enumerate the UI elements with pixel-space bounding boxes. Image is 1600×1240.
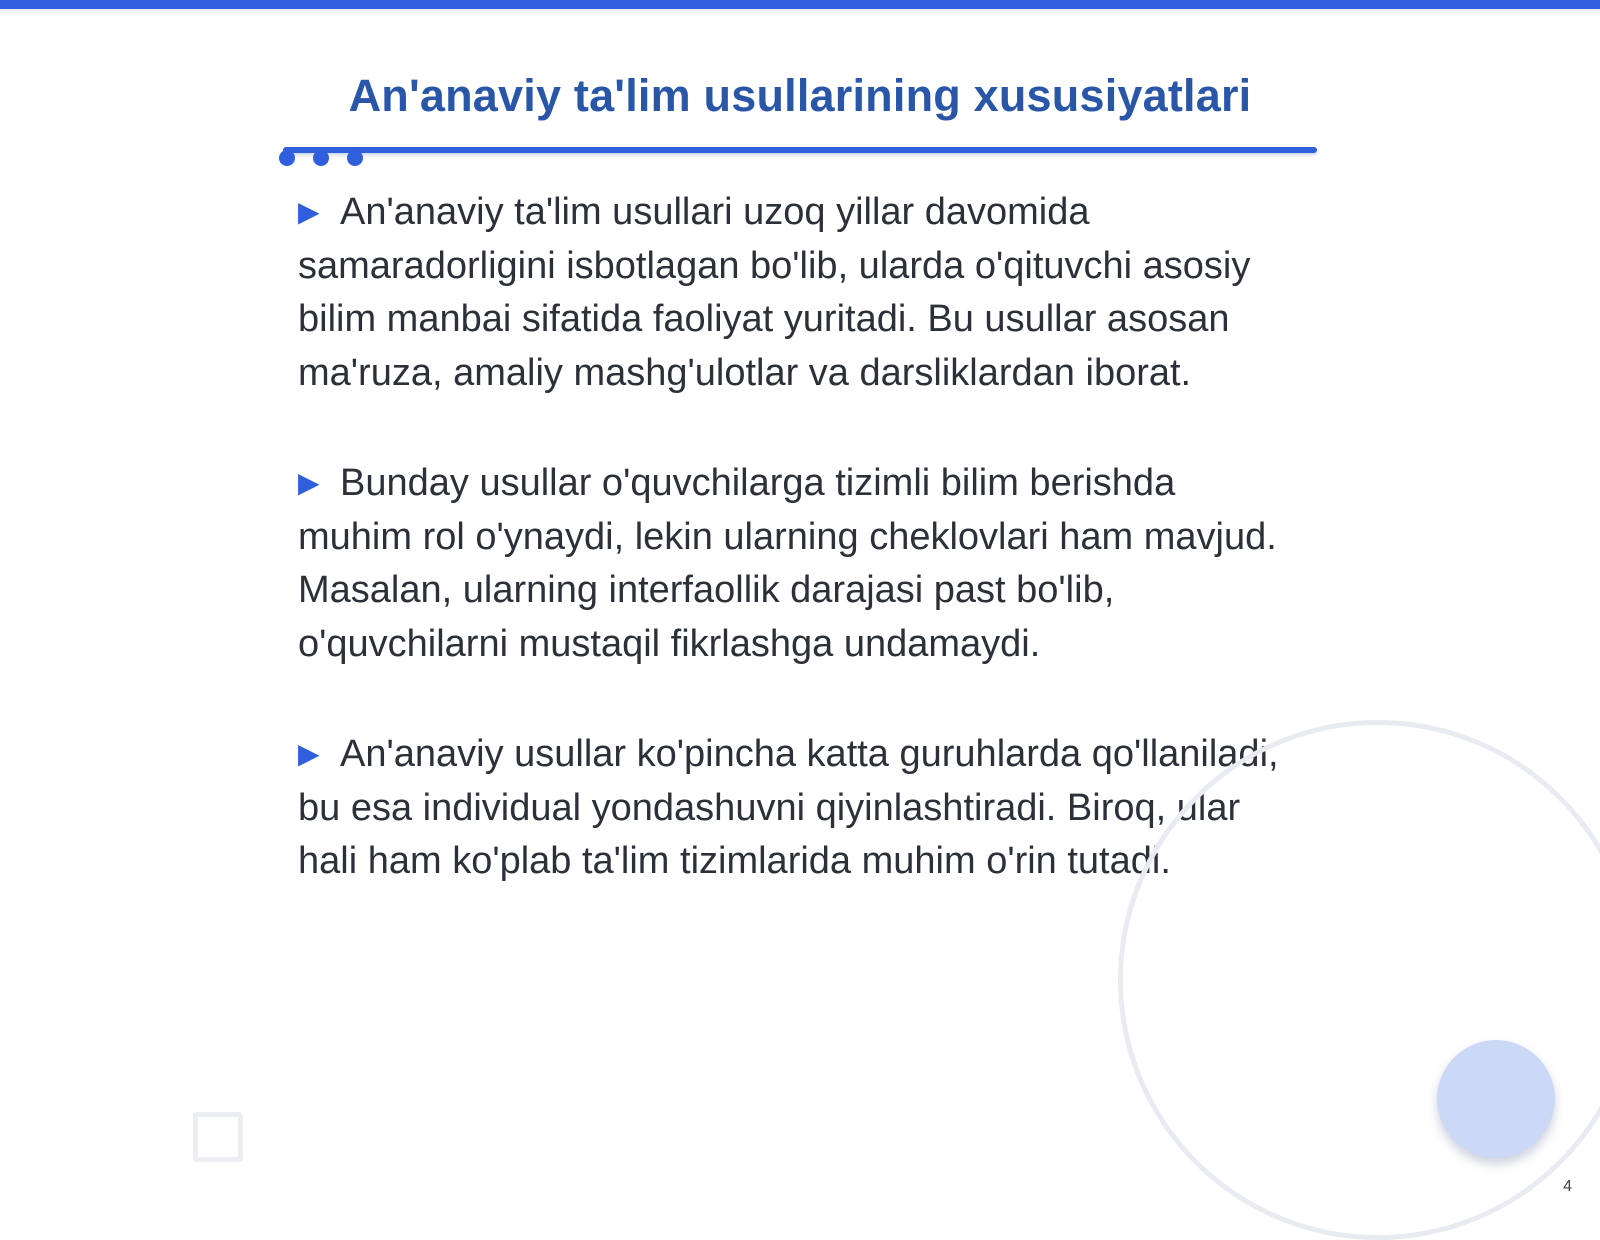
underline-dot-2 — [313, 150, 329, 166]
bullet-text: Bunday usullar o'quvchilarga tizimli bilim berishda muhim rol o'ynaydi, lekin ularning cheklovlari ham mavjud. Masalan, ularning interfaollik darajasi past bo'lib, o'quvchilarni mustaqil fikrlashga undamaydi. — [298, 462, 1277, 665]
play-triangle-icon: ▶ — [298, 196, 320, 227]
underline-dot-1 — [279, 150, 295, 166]
bullet-list — [298, 185, 1298, 945]
underline-dot-3 — [347, 150, 363, 166]
decorative-square — [193, 1112, 243, 1162]
bullet-text: An'anaviy usullar ko'pincha katta guruhlarda qo'llaniladi, bu esa individual yondashuvni qiyinlashtiradi. Biroq, ular hali ham ko'plab ta'lim tizimlarida muhim o'rin tutadi. — [298, 733, 1279, 882]
page-number: 4 — [1563, 1178, 1572, 1195]
decorative-circle — [1437, 1040, 1555, 1158]
top-accent-bar — [0, 0, 1600, 9]
bullet-item — [298, 456, 1298, 671]
title-underline — [283, 147, 1317, 153]
bullet-item — [298, 185, 1298, 400]
play-triangle-icon: ▶ — [298, 467, 320, 498]
bullet-text: An'anaviy ta'lim usullari uzoq yillar davomida samaradorligini isbotlagan bo'lib, ularda o'qituvchi asosiy bilim manbai sifatida faoliyat yuritadi. Bu usullar asosan ma'ruza, amaliy mashg'ulotlar va darsliklardan iborat. — [298, 191, 1251, 394]
top-bar-shadow — [0, 9, 1600, 17]
play-triangle-icon: ▶ — [298, 738, 320, 769]
slide-title: An'anaviy ta'lim usullarining xususiyatlari — [348, 70, 1252, 121]
